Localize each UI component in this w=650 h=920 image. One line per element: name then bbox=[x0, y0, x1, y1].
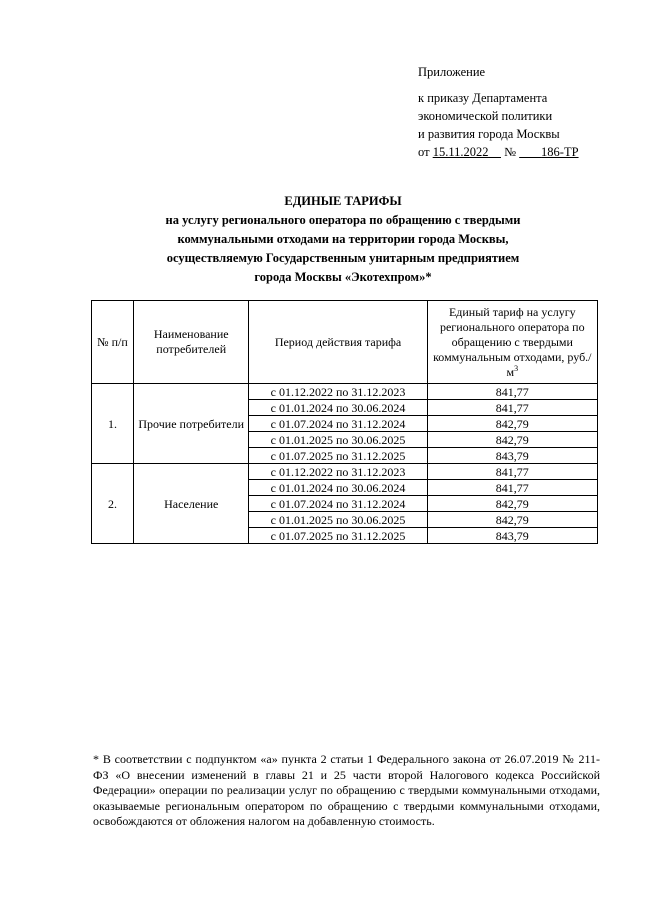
footnote: * В соответствии с подпунктом «а» пункта 2 статьи 1 Федерального закона от 26.07.2019 № 211-ФЗ «О внесении изменений в главы 21 и 25 части второй Налогового кодекса Российской Федерации» операции по реализации услуг по обращению с твердыми коммунальными отходами, оказываемые региональным оператором по обращению с твердыми коммунальными отходами, освобождаются от обложения налогом на добавленную стоимость. bbox=[93, 752, 600, 828]
tariff-cell: 843,79 bbox=[427, 448, 597, 464]
appendix-order-line: к приказу Департамента bbox=[418, 91, 548, 105]
table-row bbox=[92, 384, 598, 400]
document-title bbox=[60, 192, 626, 287]
period-cell: с 01.07.2025 по 31.12.2025 bbox=[249, 528, 427, 544]
number-sign: № bbox=[504, 145, 517, 159]
period-cell: с 01.01.2024 по 30.06.2024 bbox=[249, 480, 427, 496]
tariff-cell: 842,79 bbox=[427, 496, 597, 512]
period-cell: с 01.01.2024 по 30.06.2024 bbox=[249, 400, 427, 416]
period-cell: с 01.12.2022 по 31.12.2023 bbox=[249, 464, 427, 480]
group-number: 1. bbox=[92, 384, 134, 464]
header-period: Период действия тарифа bbox=[249, 301, 427, 384]
group-consumer: Население bbox=[133, 464, 249, 544]
title-line-1: ЕДИНЫЕ ТАРИФЫ bbox=[284, 194, 402, 208]
group-consumer: Прочие потребители bbox=[133, 384, 249, 464]
tariff-cell: 842,79 bbox=[427, 416, 597, 432]
tariff-cell: 842,79 bbox=[427, 512, 597, 528]
tariff-cell: 841,77 bbox=[427, 384, 597, 400]
title-line-4: осуществляемую Государственным унитарным предприятием bbox=[166, 251, 520, 265]
title-line-3: коммунальными отходами на территории города Москвы, bbox=[177, 232, 509, 246]
from-prefix: от bbox=[418, 145, 430, 159]
period-cell: с 01.07.2024 по 31.12.2024 bbox=[249, 496, 427, 512]
title-line-2: на услугу регионального оператора по обращению с твердыми bbox=[165, 213, 521, 227]
appendix-department-line: экономической политики bbox=[418, 109, 553, 123]
appendix-date-line bbox=[418, 143, 618, 161]
period-cell: с 01.12.2022 по 31.12.2023 bbox=[249, 384, 427, 400]
order-date: 15.11.2022 bbox=[432, 145, 489, 159]
table-row bbox=[92, 464, 598, 480]
tariff-cell: 841,77 bbox=[427, 480, 597, 496]
tariff-table bbox=[91, 300, 598, 544]
appendix-label: Приложение bbox=[418, 65, 486, 79]
appendix-block bbox=[418, 63, 618, 161]
period-cell: с 01.01.2025 по 30.06.2025 bbox=[249, 432, 427, 448]
tariff-cell: 841,77 bbox=[427, 464, 597, 480]
group-number: 2. bbox=[92, 464, 134, 544]
table-header-row bbox=[92, 301, 598, 384]
appendix-city-line: и развития города Москвы bbox=[418, 127, 560, 141]
tariff-cell: 841,77 bbox=[427, 400, 597, 416]
tariff-cell: 843,79 bbox=[427, 528, 597, 544]
tariff-cell: 842,79 bbox=[427, 432, 597, 448]
spacer bbox=[418, 81, 618, 89]
header-num: № п/п bbox=[92, 301, 134, 384]
header-consumer: Наименование потребителей bbox=[133, 301, 249, 384]
period-cell: с 01.07.2024 по 31.12.2024 bbox=[249, 416, 427, 432]
title-line-5: города Москвы «Экотехпром»* bbox=[254, 270, 432, 284]
header-tariff: Единый тариф на услугу регионального оператора по обращению с твердыми коммунальным отходами, $руб./м^3$ bbox=[427, 301, 597, 384]
order-number-blank bbox=[519, 145, 541, 159]
order-number: 186-ТР bbox=[541, 145, 579, 159]
period-cell: с 01.01.2025 по 30.06.2025 bbox=[249, 512, 427, 528]
period-cell: с 01.07.2025 по 31.12.2025 bbox=[249, 448, 427, 464]
